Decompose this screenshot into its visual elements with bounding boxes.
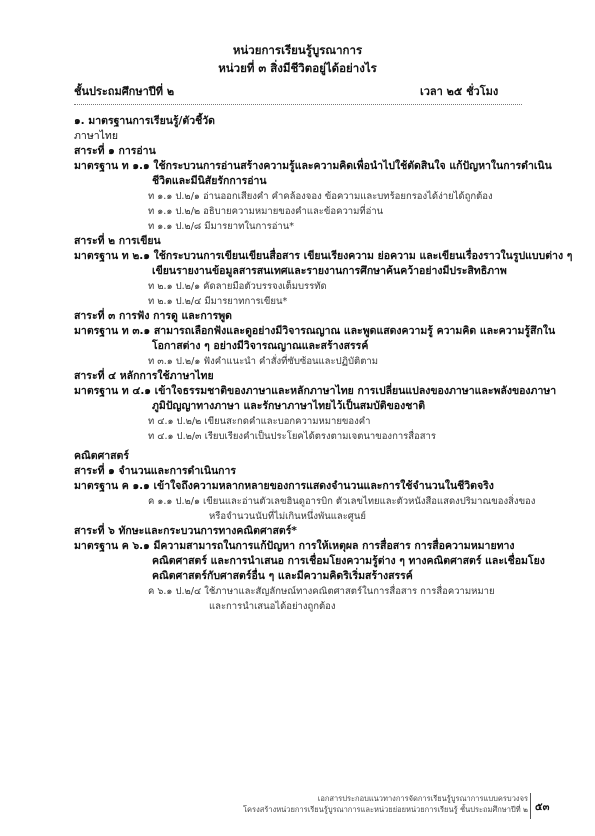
page-number: ๕๓ (535, 802, 550, 813)
text-line: ค ๑.๑ ป.๒/๑ เขียนและอ่านตัวเลขฮินดูอารบิก ตัวเลขไทยและตัวหนังสือแสดงปริมาณของสิ่งของ (148, 496, 536, 507)
text-line: สาระที่ ๔ หลักการใช้ภาษาไทย (74, 370, 214, 382)
standards-content (74, 114, 573, 614)
text-line: ท ๑.๑ ป.๒/๒ อธิบายความหมายของคำและข้อความที่อ่าน (148, 206, 384, 217)
document-title: หน่วยการเรียนรู้บูรณาการ (232, 43, 363, 57)
footer-line-1: เอกสารประกอบแนวทางการจัดการเรียนรู้บูรณาการแบบครบวงจร (317, 794, 528, 803)
text-line: มาตรฐาน ท ๓.๑ สามารถเลือกฟังและดูอย่างมีวิจารณญาณ และพูดแสดงความรู้ ความคิด และความรู้สึกใน (74, 325, 556, 337)
text-line: ท ๒.๑ ป.๒/๑ คัดลายมือตัวบรรจงเต็มบรรทัด (148, 281, 327, 292)
text-line: หรือจำนวนนับที่ไม่เกินหนึ่งพันและศูนย์ (209, 511, 366, 522)
footer-line-2: โครงสร้างหน่วยการเรียนรู้บูรณาการและหน่วยย่อยหน่วยการเรียนรู้ ชั้นประถมศึกษาปีที่ ๒ (243, 805, 528, 814)
text-line: ภาษาไทย (74, 130, 118, 142)
text-line: มาตรฐาน ค ๑.๑ เข้าใจถึงความหลากหลายของการแสดงจำนวนและการใช้จำนวนในชีวิตจริง (74, 480, 494, 492)
text-line: ท ๔.๑ ป.๒/๓ เรียบเรียงคำเป็นประโยคได้ตรงตามเจตนาของการสื่อสาร (148, 431, 436, 442)
text-line: มาตรฐาน ค ๖.๑ มีความสามารถในการแก้ปัญหา การให้เหตุผล การสื่อสาร การสื่อความหมายทาง (74, 540, 515, 552)
text-line: มาตรฐาน ท ๑.๑ ใช้กระบวนการอ่านสร้างความรู้และความคิดเพื่อนำไปใช้ตัดสินใจ แก้ปัญหาในการดำเนิน (74, 160, 552, 172)
dotted-divider (74, 104, 522, 105)
text-line: โอกาสต่าง ๆ อย่างมีวิจารณญาณและสร้างสรรค์ (152, 340, 369, 352)
text-line: ชีวิตและมีนิสัยรักการอ่าน (152, 175, 267, 187)
text-line: ท ๓.๑ ป.๒/๑ ฟังคำแนะนำ คำสั่งที่ซับซ้อนและปฏิบัติตาม (148, 356, 378, 367)
text-line: ภูมิปัญญาทางภาษา และรักษาภาษาไทยไว้เป็นสมบัติของชาติ (152, 400, 426, 412)
text-line: ท ๑.๑ ป.๒/๑ อ่านออกเสียงคำ คำคล้องจอง ข้อความและบทร้อยกรองได้ง่ายได้ถูกต้อง (148, 191, 493, 202)
text-line: สาระที่ ๒ การเขียน (74, 235, 161, 247)
text-line: สาระที่ ๓ การฟัง การดู และการพูด (74, 310, 232, 322)
text-line: และการนำเสนอได้อย่างถูกต้อง (209, 601, 336, 612)
text-line: มาตรฐาน ท ๒.๑ ใช้กระบวนการเขียนเขียนสื่อสาร เขียนเรียงความ ย่อความ และเขียนเรื่องราวในรูปแบบต่าง ๆ (74, 250, 573, 262)
text-line: สาระที่ ๑ จำนวนและการดำเนินการ (74, 465, 237, 477)
time-allotment: เวลา ๒๕ ชั่วโมง (420, 85, 499, 98)
unit-title: หน่วยที่ ๓ สิ่งมีชีวิตอยู่ได้อย่างไร (218, 61, 377, 75)
footer (230, 793, 528, 815)
text-line: สาระที่ ๑ การอ่าน (74, 145, 156, 157)
text-line: ท ๔.๑ ป.๒/๒ เขียนสะกดคำและบอกความหมายของคำ (148, 416, 371, 427)
text-line: สาระที่ ๖ ทักษะและกระบวนการทางคณิตศาสตร์* (74, 525, 297, 537)
grade-level: ชั้นประถมศึกษาปีที่ ๒ (74, 85, 175, 98)
text-line: มาตรฐาน ท ๔.๑ เข้าใจธรรมชาติของภาษาและหลักภาษาไทย การเปลี่ยนแปลงของภาษาและพลังของภาษา (74, 385, 557, 397)
footer-divider (530, 793, 531, 819)
text-line: ท ๒.๑ ป.๒/๔ มีมารยาทการเขียน* (148, 296, 288, 307)
text-line: คณิตศาสตร์ และการนำเสนอ การเชื่อมโยงความรู้ต่าง ๆ ทางคณิตศาสตร์ และเชื่อมโยง (152, 555, 545, 567)
text-line: ค ๖.๑ ป.๒/๔ ใช้ภาษาและสัญลักษณ์ทางคณิตศาสตร์ในการสื่อสาร การสื่อความหมาย (148, 586, 495, 597)
text-line: คณิตศาสตร์ (74, 450, 130, 462)
text-line: ๑. มาตรฐานการเรียนรู้/ตัวชี้วัด (74, 115, 215, 127)
text-line: ท ๑.๑ ป.๒/๘ มีมารยาทในการอ่าน* (148, 221, 294, 232)
text-line: คณิตศาสตร์กับศาสตร์อื่น ๆ และมีความคิดริเริ่มสร้างสรรค์ (152, 570, 413, 582)
text-line: เขียนรายงานข้อมูลสารสนเทศและรายงานการศึกษาค้นคว้าอย่างมีประสิทธิภาพ (152, 265, 507, 277)
